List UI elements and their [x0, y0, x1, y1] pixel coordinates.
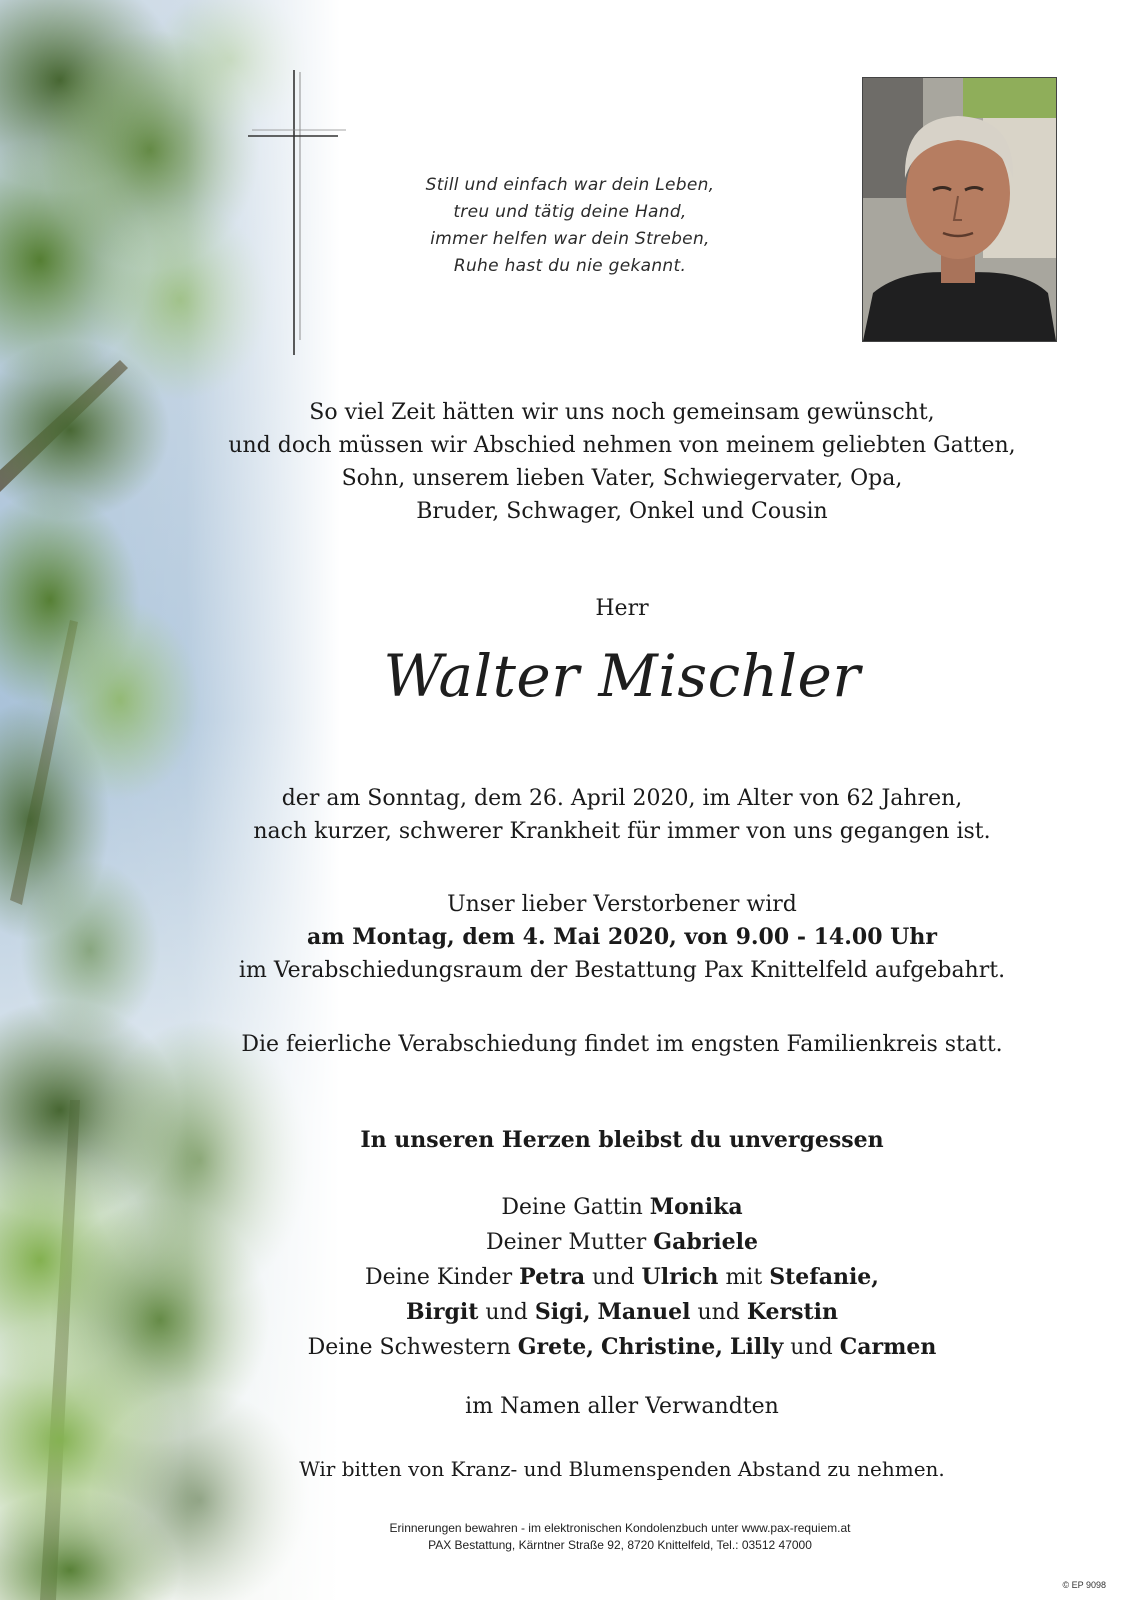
cross-icon [248, 70, 348, 360]
salutation: Herr [595, 596, 649, 621]
footer [300, 1520, 940, 1554]
poem-line: Ruhe hast du nie gekannt. [453, 256, 687, 276]
child-name: Ulrich [641, 1264, 719, 1290]
sister-name: Lilly [729, 1334, 784, 1360]
footer-line: Erinnerungen bewahren - im elektronischen Kondolenzbuch unter www.pax-requiem.at [389, 1521, 851, 1535]
sister-name: Grete, [517, 1334, 594, 1360]
deceased-name: Walter Mischler [383, 642, 861, 710]
print-code: © EP 9098 [1062, 1580, 1106, 1590]
death-notice [220, 782, 1024, 848]
family-line-children [220, 1260, 1024, 1295]
intro-line: Sohn, unserem lieben Vater, Schwiegervater, Opa, [341, 466, 903, 491]
intro-line: Bruder, Schwager, Onkel und Cousin [416, 499, 828, 524]
intro-line: So viel Zeit hätten wir uns noch gemeinsam gewünscht, [309, 400, 935, 425]
family-line-mother [220, 1225, 1024, 1260]
sister-name: Christine, [600, 1334, 723, 1360]
poem-line: Still und einfach war dein Leben, [425, 175, 715, 195]
child-name: Manuel [597, 1299, 691, 1325]
children-label: Deine Kinder [365, 1265, 513, 1290]
wife-label: Deine Gattin [501, 1195, 643, 1220]
viewing-location: im Verabschiedungsraum der Bestattung Pax Knittelfeld aufgebahrt. [238, 958, 1006, 983]
wife-name: Monika [649, 1194, 743, 1220]
motto: In unseren Herzen bleibst du unvergessen [360, 1127, 884, 1153]
death-line: nach kurzer, schwerer Krankheit für immer von uns gegangen ist. [253, 819, 991, 844]
intro-line: und doch müssen wir Abschied nehmen von meinem geliebten Gatten, [228, 433, 1016, 458]
relatives-note: im Namen aller Verwandten [465, 1394, 779, 1419]
conjunction: und [790, 1335, 833, 1360]
farewell-notice: Die feierliche Verabschiedung findet im engsten Familienkreis statt. [241, 1032, 1003, 1057]
family-line-sisters [220, 1330, 1024, 1365]
mother-name: Gabriele [653, 1229, 759, 1255]
conjunction: und [592, 1265, 635, 1290]
portrait-photo [862, 77, 1057, 342]
memorial-poem [360, 172, 780, 280]
conjunction: mit [725, 1265, 763, 1290]
family-signatures [220, 1190, 1024, 1365]
partner-name: Stefanie, [769, 1264, 879, 1290]
family-line-children-2 [220, 1295, 1024, 1330]
conjunction: und [485, 1300, 528, 1325]
conjunction: und [697, 1300, 740, 1325]
family-line-wife [220, 1190, 1024, 1225]
viewing-line: Unser lieber Verstorbener wird [447, 892, 797, 917]
sisters-label: Deine Schwestern [307, 1335, 511, 1360]
flowers-request: Wir bitten von Kranz- und Blumenspenden Abstand zu nehmen. [299, 1457, 945, 1481]
poem-line: immer helfen war dein Streben, [430, 229, 710, 249]
partner-name: Kerstin [746, 1299, 839, 1325]
child-name: Petra [519, 1264, 586, 1290]
viewing-info [220, 888, 1024, 987]
poem-line: treu und tätig deine Hand, [453, 202, 687, 222]
partner-name: Sigi, [534, 1299, 591, 1325]
intro-text [220, 396, 1024, 528]
mother-label: Deiner Mutter [485, 1230, 647, 1255]
child-name: Birgit [405, 1299, 479, 1325]
sister-name: Carmen [839, 1334, 937, 1360]
footer-address: PAX Bestattung, Kärntner Straße 92, 8720 Knittelfeld, Tel.: 03512 47000 [428, 1538, 812, 1552]
death-line: der am Sonntag, dem 26. April 2020, im Alter von 62 Jahren, [281, 786, 963, 811]
viewing-date: am Montag, dem 4. Mai 2020, von 9.00 - 14.00 Uhr [307, 924, 937, 950]
